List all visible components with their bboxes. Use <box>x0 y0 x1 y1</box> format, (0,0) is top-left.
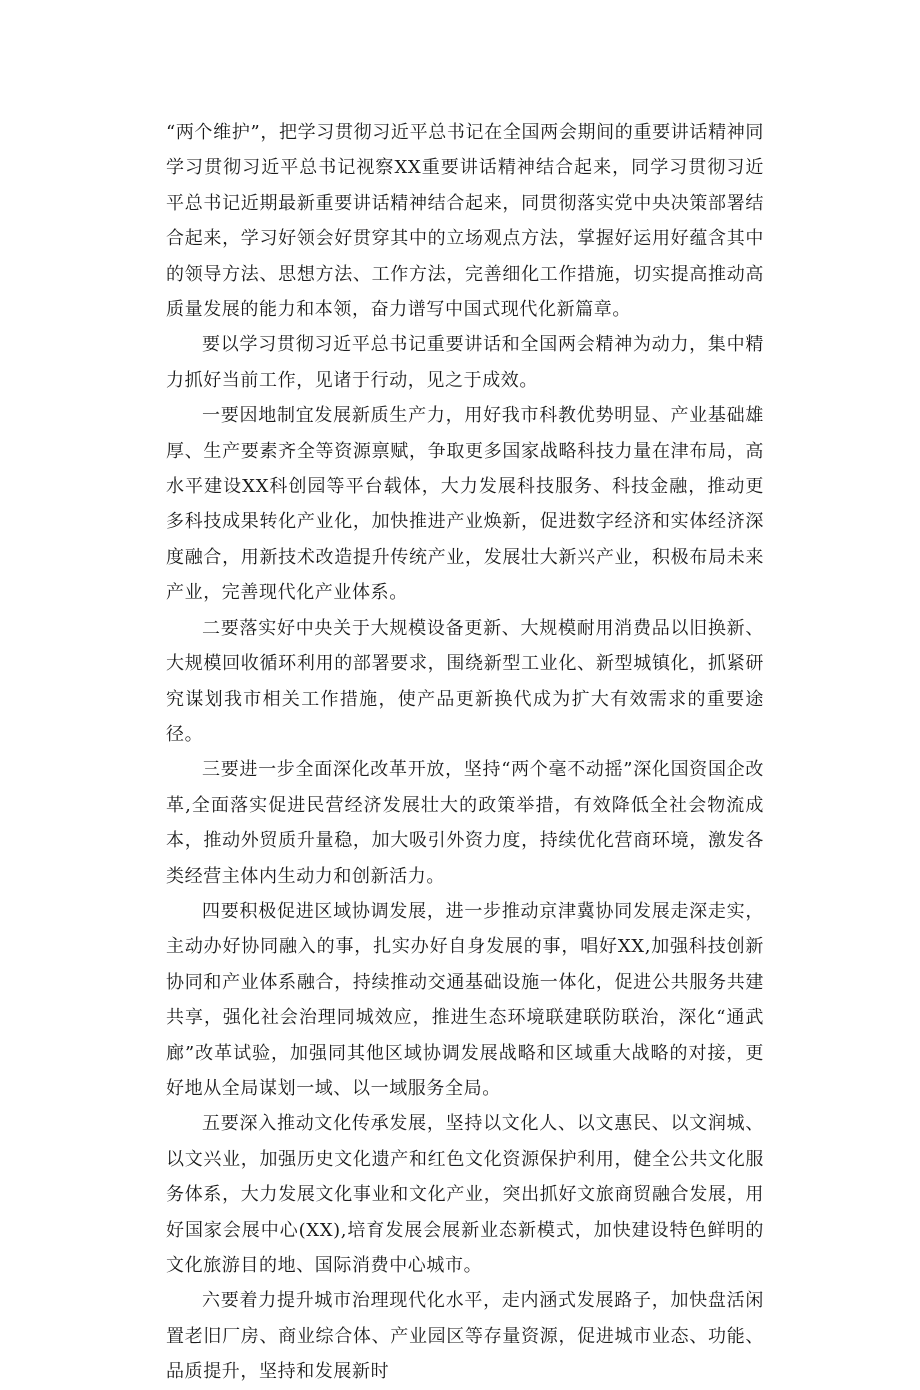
paragraph-6: 四要积极促进区域协调发展，进一步推动京津冀协同发展走深走实，主动办好协同融入的事，扎实办好自身发展的事，唱好XX,加强科技创新协同和产业体系融合，持续推动交通基础设施一体化，促进公共服务共建共享，强化社会治理同城效应，推进生态环境联建联防联治，深化“通武廊”改革试验，加强同其他区域协调发展战略和区域重大战略的对接，更好地从全局谋划一域、以一域服务全局。 <box>166 900 764 1099</box>
paragraph-7: 五要深入推动文化传承发展，坚持以文化人、以文惠民、以文润城、以文兴业，加强历史文化遗产和红色文化资源保护利用，健全公共文化服务体系，大力发展文化事业和文化产业，突出抓好文旅商贸融合发展，用好国家会展中心(XX),培育发展会展新业态新模式，加快建设特色鲜明的文化旅游目的地、国际消费中心城市。 <box>166 1113 764 1276</box>
paragraph-2: 要以学习贯彻习近平总书记重要讲话和全国两会精神为动力，集中精力抓好当前工作，见诸于行动，见之于成效。 <box>166 334 764 391</box>
paragraph-1: “两个维护”，把学习贯彻习近平总书记在全国两会期间的重要讲话精神同学习贯彻习近平总书记视察XX重要讲话精神结合起来，同学习贯彻习近平总书记近期最新重要讲话精神结合起来，同贯彻落实党中央决策部署结合起来，学习好领会好贯穿其中的立场观点方法，掌握好运用好蕴含其中的领导方法、思想方法、工作方法，完善细化工作措施，切实提高推动高质量发展的能力和本领，奋力谱写中国式现代化新篇章。 <box>166 122 764 321</box>
document-page <box>166 115 764 1390</box>
paragraph-8: 六要着力提升城市治理现代化水平，走内涵式发展路子，加快盘活闲置老旧厂房、商业综合体、产业园区等存量资源，促进城市业态、功能、品质提升，坚持和发展新时 <box>166 1290 764 1383</box>
paragraph-4: 二要落实好中央关于大规模设备更新、大规模耐用消费品以旧换新、大规模回收循环利用的部署要求，围绕新型工业化、新型城镇化，抓紧研究谋划我市相关工作措施，使产品更新换代成为扩大有效需求的重要途径。 <box>166 617 764 745</box>
paragraph-3: 一要因地制宜发展新质生产力，用好我市科教优势明显、产业基础雄厚、生产要素齐全等资源禀赋，争取更多国家战略科技力量在津布局，高水平建设XX科创园等平台载体，大力发展科技服务、科技金融，推动更多科技成果转化产业化，加快推进产业焕新，促进数字经济和实体经济深度融合，用新技术改造提升传统产业，发展壮大新兴产业，积极布局未来产业，完善现代化产业体系。 <box>166 405 764 604</box>
paragraph-5: 三要进一步全面深化改革开放，坚持“两个毫不动摇”深化国资国企改革,全面落实促进民营经济发展壮大的政策举措，有效降低全社会物流成本，推动外贸质升量稳，加大吸引外资力度，持续优化营商环境，激发各类经营主体内生动力和创新活力。 <box>166 759 764 887</box>
